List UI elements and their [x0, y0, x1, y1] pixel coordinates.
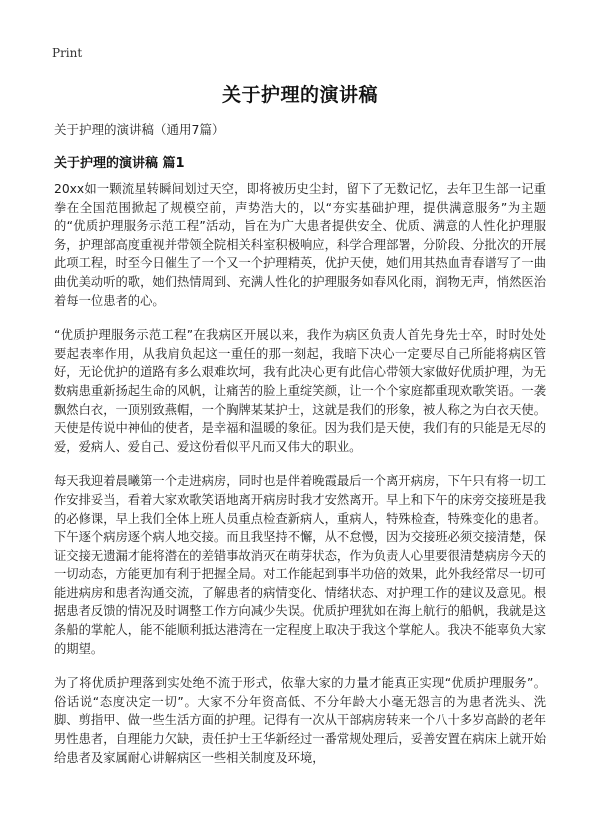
paragraph-1: 20xx如一颗流星转瞬间划过天空，即将被历史尘封，留下了无数记忆，去年卫生部一记重拳在全国范围掀起了规模空前，声势浩大的，以“夯实基础护理，提供满意服务”为主题的“优质护理服务示范工程”活动，旨在为广大患者提供安全、优质、满意的人性化护理服务，护理部高度重视并带领全院相关科室积极响应，科学合理部署，分阶段、分批次的开展此项工程，时至今日催生了一个又一个护理精英，优护天使，她们用其热血青春谱写了一曲曲优美动听的歌，她们热情周到、充满人性化的护理服务如春风化雨，润物无声，悄然医治着每一位患者的心。: [54, 182, 546, 308]
page-title: 关于护理的演讲稿: [221, 84, 378, 106]
document-subtitle: 关于护理的演讲稿（通用7篇）: [54, 122, 225, 137]
paragraph-4: 为了将优质护理落到实处绝不流于形式，依靠大家的力量才能真正实现“优质护理服务”。俗话说“态度决定一切”。大家不分年资高低、不分年龄大小毫无怨言的为患者洗头、洗脚、剪指甲、做一些生活方面的护理。记得有一次从干部病房转来一个八十多岁高龄的老年男性患者，自理能力欠缺，责任护士王华新经过一番常规处理后，妥善安置在病床上就开始给患者及家属耐心讲解病区一些相关制度及环境，: [54, 676, 546, 765]
paragraph-3: 每天我迎着晨曦第一个走进病房，同时也是伴着晚霞最后一个离开病房，下午只有将一切工作安排妥当，看着大家欢歌笑语地离开病房时我才安然离开。早上和下午的床旁交接班是我的必修课，早上我们全体上班人员重点检查新病人，重病人，特殊检查，特殊变化的患者。下午逐个病房逐个病人地交接。而且我坚持不懈，从不怠慢，因为交接班必须交接清楚，保证交接无遗漏才能将潜在的差错事故消灭在萌芽状态，作为负责人心里要很清楚病房今天的一切动态，方能更加有利于把握全局。对工作能起到事半功倍的效果，此外我经常尽一切可能进病房和患者沟通交流，了解患者的病情变化、情绪状态、对护理工作的建议及意见。根据患者反馈的情况及时调整工作方向减少失误。优质护理犹如在海上航行的船帆，我就是这条船的掌舵人，能不能顺利抵达港湾在一定程度上取决于我这个掌舵人。我决不能辜负大家的期望。: [54, 474, 546, 656]
document-body: [54, 180, 546, 783]
print-link[interactable]: Print: [52, 46, 83, 60]
section-heading: 关于护理的演讲稿 篇1: [54, 156, 185, 171]
paragraph-2: “优质护理服务示范工程”在我病区开展以来，我作为病区负责人首先身先士卒，时时处处要起表率作用，从我肩负起这一重任的那一刻起，我暗下决心一定要尽自己所能将病区管好，无论优护的道路有多么艰难坎坷，我有此决心更有此信心带领大家做好优质护理，为无数病患重新扬起生命的风帆，让痛苦的脸上重绽笑颜，让一个个家庭都重现欢歌笑语。一袭飘然白衣，一顶别致燕帽，一个胸牌某某护士，这就是我们的形象，被人称之为白衣天使。天使是传说中神仙的使者，是幸福和温暖的象征。因为我们是天使，我们有的只能是无尽的爱，爱病人、爱自己、爱这份看似平凡而又伟大的职业。: [54, 328, 546, 454]
